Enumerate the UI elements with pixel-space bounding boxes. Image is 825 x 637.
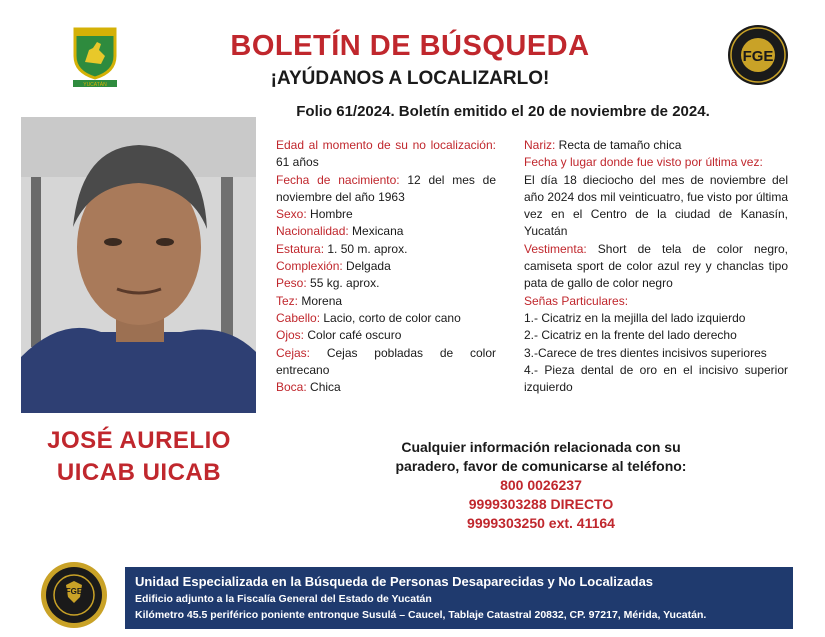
yucatan-coat-of-arms-icon — [71, 26, 119, 88]
detail-cabello: Cabello: Lacio, corto de color cano — [276, 310, 461, 325]
detail-nacionalidad: Nacionalidad: Mexicana — [276, 224, 404, 239]
fge-seal-icon — [40, 561, 108, 629]
svg-text:FGE: FGE — [742, 48, 774, 65]
details-right-column — [524, 137, 788, 396]
detail-nariz: Nariz: Recta de tamaño chica — [524, 138, 682, 152]
bulletin-subtitle: ¡AYÚDANOS A LOCALIZARLO! — [270, 68, 550, 89]
person-name — [14, 425, 264, 489]
detail-estatura: Estatura: 1. 50 m. aprox. — [276, 241, 408, 256]
svg-text:YUCATÁN: YUCATÁN — [83, 82, 107, 88]
svg-text:FGE: FGE — [65, 587, 83, 596]
footer-banner — [125, 567, 793, 629]
detail-boca: Boca: Chica — [276, 380, 341, 395]
contact-line2: paradero, favor de comunicarse al teléfono: — [395, 458, 687, 474]
detail-senas-label: Señas Particulares: — [524, 293, 629, 308]
bulletin-title: BOLETÍN DE BÚSQUEDA — [230, 30, 590, 62]
person-name-line2: UICAB UICAB — [56, 459, 222, 486]
details-left-column — [276, 137, 496, 396]
detail-complexion: Complexión: Delgada — [276, 259, 391, 274]
detail-peso: Peso: 55 kg. aprox. — [276, 276, 380, 291]
detail-visto-value: El día 18 dieciocho del mes de noviembre del año 2024 dos mil veinticuatro, fue visto por última vez en el Centro de la ciudad de Kanasín, Yucatán — [524, 172, 788, 239]
detail-cejas: Cejas: Cejas pobladas de color entrecano — [276, 345, 496, 377]
sena-item: 1.- Cicatriz en la mejilla del lado izquierdo — [524, 310, 746, 325]
contact-block — [366, 438, 716, 533]
detail-nacimiento: Fecha de nacimiento: 12 del mes de noviembre del año 1963 — [276, 172, 497, 204]
sena-item: 4.- Pieza dental de oro en el incisivo superior izquierdo — [524, 362, 788, 395]
fge-logo-icon — [727, 24, 789, 86]
detail-vestimenta: Vestimenta: Short de tela de color negro, camiseta sport de color azul rey y chanclas tipo pata de gallo de color negro — [524, 241, 788, 291]
person-name-line1: JOSÉ AURELIO — [47, 427, 231, 454]
phone-number: 800 0026237 — [500, 477, 582, 493]
phone-number: 9999303250 ext. 41164 — [467, 515, 615, 531]
folio-line: Folio 61/2024. Boletín emitido el 20 de noviembre de 2024. — [296, 103, 710, 120]
detail-tez: Tez: Morena — [276, 293, 343, 308]
footer-address: Kilómetro 45.5 periférico poniente entronque Susulá – Caucel, Tablaje Catastral 20832, CP. 97217, Mérida, Yucatán. — [135, 609, 707, 621]
footer-building: Edificio adjunto a la Fiscalía General del Estado de Yucatán — [135, 593, 432, 605]
sena-item: 2.- Cicatriz en la frente del lado derecho — [524, 328, 737, 343]
phone-number: 9999303288 DIRECTO — [468, 496, 614, 512]
sena-item: 3.-Carece de tres dientes incisivos superiores — [524, 345, 767, 360]
detail-visto-label: Fecha y lugar donde fue visto por última vez: — [524, 155, 763, 170]
contact-line1: Cualquier información relacionada con su — [401, 439, 681, 455]
detail-ojos: Ojos: Color café oscuro — [276, 328, 402, 343]
detail-edad: Edad al momento de su no localización: 61 años — [276, 138, 496, 170]
footer-unit-name: Unidad Especializada en la Búsqueda de Personas Desaparecidas y No Localizadas — [135, 574, 654, 589]
detail-sexo: Sexo: Hombre — [276, 207, 353, 222]
missing-person-photo — [21, 117, 256, 413]
